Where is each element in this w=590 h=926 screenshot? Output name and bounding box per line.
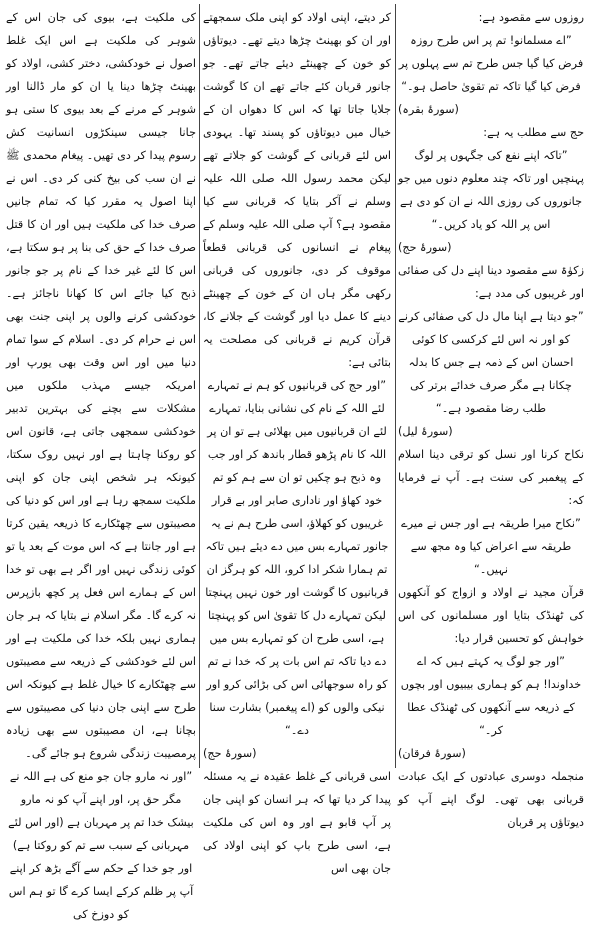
body-paragraph: اسی قربانی کے غلط عقیدہ نے یہ مسئلہ پیدا کر دیا تھا کہ ہر انسان کو اپنی جان پر آپ قابو ہے اور وہ اس کی ملکیت ہے، اسی طرح باپ کو اپنی اولاد کی جان بھی اس (203, 770, 391, 875)
body-paragraph: روزوں سے مقصود ہے: (478, 11, 584, 24)
body-paragraph: منجملہ دوسری عبادتوں کے ایک عبادت قربانی بھی تھی۔ لوگ اپنے آپ کو دیوتاؤں پر قربان (398, 770, 584, 829)
column-divider (199, 4, 200, 768)
quoted-verse: ”اور جو لوگ یہ کہتے ہیں کہ اے خداوندا! ہم کو ہماری بیبیوں اور بچوں کے ذریعہ سے آنکھوں کی ٹھنڈک عطا کر۔“ (400, 655, 582, 737)
text-column-right (397, 6, 584, 829)
quoted-verse: ”تاکہ اپنے نفع کی جگہوں پر لوگ پہنچیں اور تاکہ چند معلوم دنوں میں جو جانوروں کی روزی اللہ نے ان کو دی ہے اس پر اللہ کو یاد کریں۔“ (397, 149, 584, 231)
body-paragraph: کر دیتے، اپنی اولاد کو اپنی ملک سمجھتے اور ان کو بھینٹ چڑھا دیتے تھے۔ دیوتاؤں کو خون کے چھینٹے دیئے جاتے تھے۔ جو جانور قربان کئے جاتے تھے ان کا گوشت جلایا جاتا تھا کہ اس کا دھواں ان کے خیال میں دیوتاؤں کو پسند تھا۔ یہودی اس لئے قربانی کے گوشت کو جلاتے تھے لیکن محمد رسول اللہ صلی اللہ علیہ وسلم نے آکر بتایا کہ قربانی سے کیا مقصود ہے؟ آپ صلی اللہ علیہ وسلم کے پیغام نے انسانوں کی قربانی قطعاً موقوف کر دی، جانوروں کی قربانی رکھی مگر ہاں ان کے خون کے چھینٹے دینے کا عمل دیا اور گوشت کے جلانے کا، قرآن کریم نے قربانی کی مصلحت یہ بتائی ہے: (203, 11, 391, 369)
quoted-verse: ”جو دیتا ہے اپنا مال دل کی صفائی کرنے کو اور نہ اس لئے کرکسی کا کوئی احسان اس کے ذمہ ہے جس کا بدلہ چکانا ہے مگر صرف خدائے برتر کی طلب رضا مقصود ہے۔“ (398, 310, 584, 415)
quoted-verse: ”اور نہ مارو جان جو منع کی ہے اللہ نے مگر حق پر، اور اپنے آپ کو نہ مارو بیشک خدا تم پر مہربان ہے (اور اس لئے مہربانی کے سبب سے تم کو روکتا ہے) اور جو خدا کے حکم سے آگے بڑھ کر اپنے آپ پر ظلم کرکے ایسا کرے گا تو ہم اس کو دوزخ کی (8, 770, 194, 921)
body-paragraph: کی ملکیت ہے، بیوی کی جان اس کے شوہر کی ملکیت ہے اس ایک غلط اصول نے خودکشی، دختر کشی، اولاد کو بھینٹ چڑھا دینا یا ان کو مار ڈالنا اور شوہر کے مرنے کے بعد بیوی کا ستی ہو جانا جیسی سینکڑوں انسانیت کش رسوم پیدا کر دی تھیں۔ پیغام محمدی ﷺ نے ان سب کی بیخ کنی کر دی۔ اس نے اپنا اصول یہ مقرر کیا کہ تمام جانیں صرف خدا کی ملکیت ہیں اور ان کا قتل صرف خدا کے حق کی بنا پر ہو سکتا ہے، اس کا لئے غیر خدا کے نام پر جو جانور ذبح کیا جائے اس کا کھانا ناجائز ہے۔ خودکشی کرنے والوں پر اپنی جنت بھی اس نے حرام کر دی۔ اسلام کے سوا تمام دنیا میں اور اس وقت بھی یورپ اور امریکہ جیسے مہذب ملکوں میں مشکلات سے بچنے کی بہترین تدبیر خودکشی سمجھی جاتی ہے، قانون اس کو روکنا چاہتا ہے اور نہیں روک سکتا، کیونکہ ہر شخص اپنی جان کو اپنی ملکیت سمجھ رہا ہے اور اس کو دنیا کی مصیبتوں سے چھٹکارے کا ذریعہ یقین کرتا ہے اور جانتا ہے کہ اس موت کے بعد یا تو کوئی زندگی نہیں اور اگر ہے بھی تو خدا اس کے ہمارے اس فعل پر کچھ بازپرس نہ کرے گا۔ مگر اسلام نے بتایا کہ ہر جان ہماری نہیں بلکہ خدا کی ملکیت ہے اور اس لئے خودکشی کے ذریعہ سے مصیبتوں سے چھٹکارے کا خیال غلط ہے کیونکہ اس طرح سے اپنی جان دنیا کی مصیبتوں سے بچانا ہے، ان مصیبتوں سے بھی زیادہ پرمصیبت زندگی شروع ہو جائے گی۔ (6, 11, 196, 760)
column-divider (395, 4, 396, 768)
quoted-verse: ”نکاح میرا طریقہ ہے اور جس نے میرے طریقہ سے اعراض کیا وہ مجھ سے نہیں۔“ (401, 517, 581, 576)
verse-reference: (سورۂ حج) (203, 747, 257, 760)
quoted-verse: ”اے مسلمانو! تم پر اس طرح روزہ فرض کیا گیا جس طرح تم سے پہلوں پر فرض کیا گیا تاکہ تم تقویٰ حاصل ہو۔“ (398, 34, 584, 93)
body-paragraph: نکاح کرنا اور نسل کو ترقی دینا اسلام کے پیغمبر کی سنت ہے۔ آپ نے فرمایا کہ: (398, 448, 584, 507)
verse-reference: (سورۂ لیل) (398, 425, 453, 438)
verse-reference: (سورۂ بقرہ) (398, 103, 459, 116)
verse-reference: (سورۂ حج) (398, 241, 452, 254)
text-column-middle (203, 6, 391, 875)
body-paragraph: حج سے مطلب یہ ہے: (483, 126, 584, 139)
verse-reference: (سورۂ فرقان) (398, 747, 466, 760)
text-column-left (6, 6, 196, 921)
body-paragraph: قرآن مجید نے اولاد و ازواج کو آنکھوں کی ٹھنڈک بتایا اور مسلمانوں کی اس خواہش کو تحسین قرار دیا: (398, 586, 584, 645)
quoted-verse: ”اور حج کی قربانیوں کو ہم نے تمہارے لئے اللہ کے نام کی نشانی بنایا، تمہارے لئے ان قربانیوں میں بھلائی ہے تو ان پر اللہ کا نام پڑھو قطار باندھ کر اور جب وہ ذبح ہو چکیں تو ان سے ہم کو تم خود کھاؤ اور ناداری صابر اور بے قرار غریبوں کو کھلاؤ، اسی طرح ہم نے یہ جانور تمہارے بس میں دے دیئے ہیں تاکہ تم ہمارا شکر ادا کرو، اللہ کو ہرگز ان قربانیوں کا گوشت اور خون نہیں پہنچتا لیکن تمہارے دل کا تقویٰ اس کو پہنچتا ہے، اسی طرح ان کو تمہارے بس میں دے دیا تاکہ تم اس بات پر کہ خدا نے تم کو راہ سوجھائی اس کی بڑائی کرو اور نیکی والوں کو (اے پیغمبر) بشارت سنا دے۔“ (205, 379, 389, 737)
body-paragraph: زکوٰۃ سے مقصود دینا اپنے دل کی صفائی اور غریبوں کی مدد ہے: (398, 264, 584, 300)
